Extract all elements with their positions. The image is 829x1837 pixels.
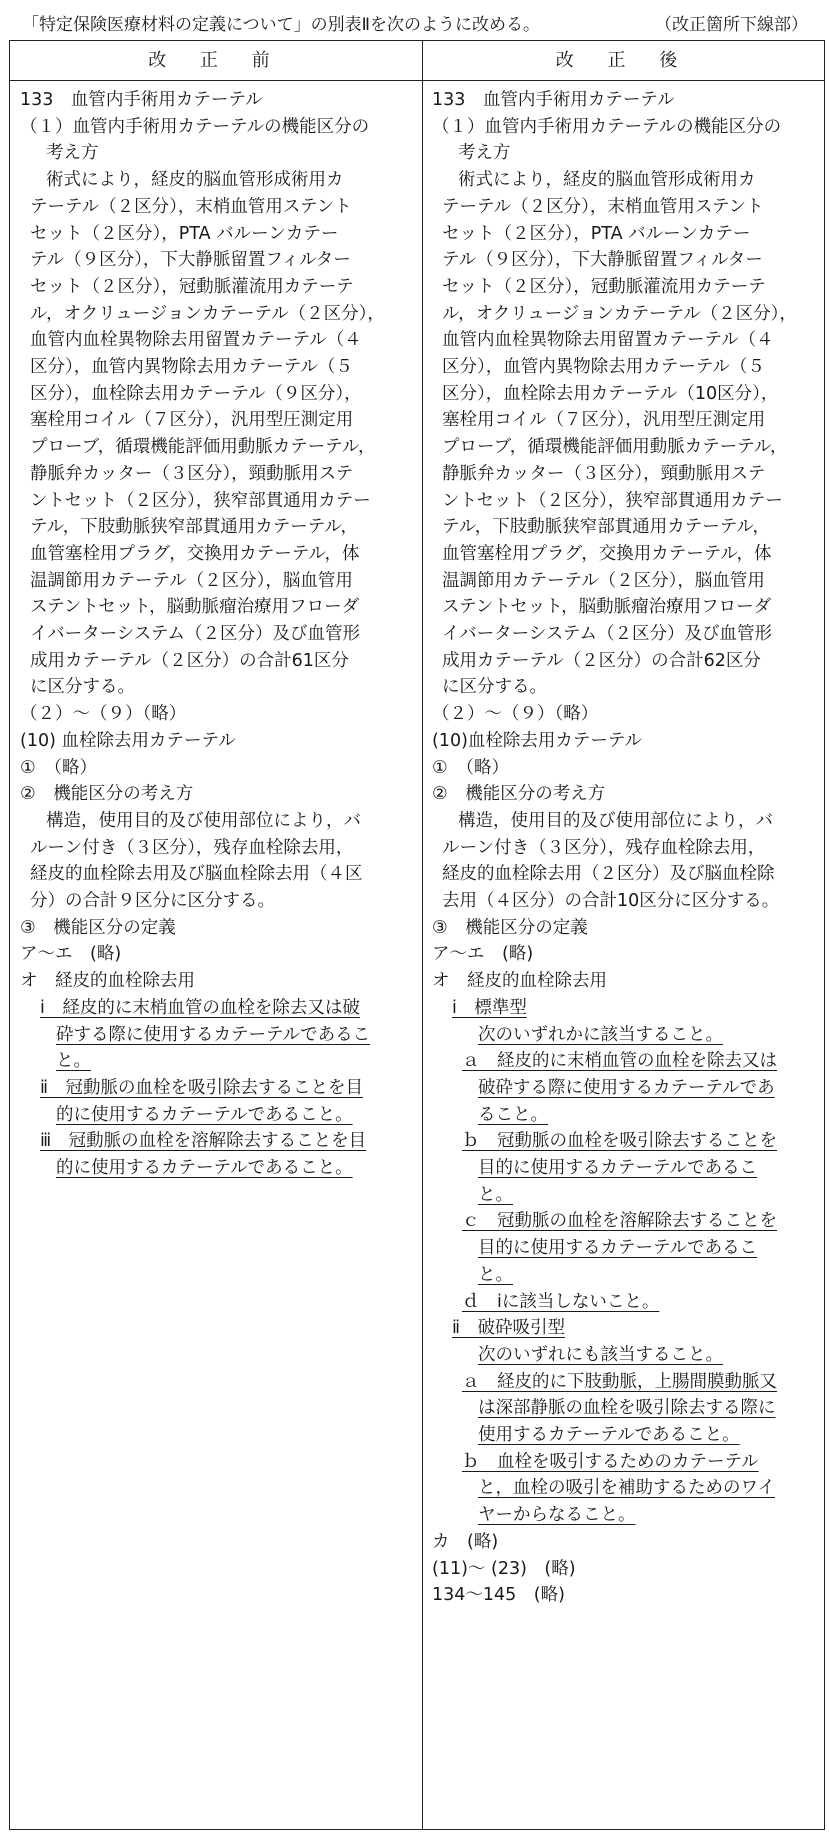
before-text-line: ル，オクリュージョンカテーテル（２区分），: [30, 303, 385, 324]
before-text-line: 砕する際に使用するカテーテルであるこ: [56, 1024, 371, 1045]
before-text-line: 静脈弁カッター（３区分），頸動脈用ステ: [30, 463, 354, 484]
before-text-line: 構造，使用目的及び使用部位により，バ: [46, 810, 361, 831]
before-text-line: テル，下肢動脈狭窄部貫通用カテーテル，: [30, 517, 358, 538]
underline-note: （改正箇所下線部）: [655, 15, 808, 35]
after-text-line: 経皮的血栓除去用（２区分）及び脳血栓除: [442, 864, 775, 885]
after-text-line: ｄ ⅰに該当しないこと。: [462, 1291, 660, 1312]
after-text-line: 134～145 (略): [432, 1585, 565, 1606]
before-text-line: ② 機能区分の考え方: [20, 784, 194, 805]
before-text-line: 血管内血栓異物除去用留置カテーテル（４: [30, 330, 362, 351]
after-text-line: (10)血栓除去用カテーテル: [432, 730, 643, 751]
before-text-line: 的に使用するカテーテルであること。: [56, 1158, 353, 1178]
after-text-line: 次のいずれかに該当すること。: [478, 1024, 723, 1045]
after-text-line: テーテル（２区分），末梢血管用ステント: [442, 196, 764, 217]
before-text-line: に区分する。: [30, 677, 135, 698]
before-text-line: 術式により，経皮的脳血管形成術用カ: [46, 170, 344, 191]
comparison-table: [9, 40, 825, 1830]
after-text-line: ａ 経皮的に末梢血管の血栓を除去又は: [462, 1051, 777, 1072]
before-text-line: テーテル（２区分），末梢血管用ステント: [30, 196, 352, 217]
before-text-line: 経皮的血栓除去用及び脳血栓除去用（４区: [30, 864, 363, 885]
after-text-line: 構造，使用目的及び使用部位により，バ: [458, 810, 773, 831]
after-text-line: 血管塞栓用プラグ，交換用カテーテル，体: [442, 543, 772, 564]
after-text-line: 成用カテーテル（２区分）の合計62区分: [442, 650, 761, 671]
column-header-before: 改 正 前: [148, 50, 284, 71]
before-text-line: テル（９区分），下大静脈留置フィルター: [30, 250, 351, 271]
before-text-line: セット（２区分），PTA バルーンカテー: [30, 223, 339, 244]
after-text-line: セット（２区分），PTA バルーンカテー: [442, 223, 751, 244]
before-text-line: (10) 血栓除去用カテーテル: [20, 730, 236, 751]
after-text-line: ｂ 冠動脈の血栓を吸引除去することを: [462, 1131, 777, 1152]
after-text-line: ② 機能区分の考え方: [432, 784, 606, 805]
before-text-line: プローブ，循環機能評価用動脈カテーテル，: [30, 437, 376, 458]
before-text-line: ③ 機能区分の定義: [20, 917, 176, 938]
before-text-line: ⅱ 冠動脈の血栓を吸引除去することを目: [40, 1077, 364, 1098]
before-text-line: 成用カテーテル（２区分）の合計61区分: [30, 650, 349, 671]
before-text-line: （２）～（９）（略）: [20, 704, 187, 725]
after-text-line: に区分する。: [442, 677, 547, 698]
header-divider: [10, 80, 824, 81]
before-text-line: ントセット（２区分），狭窄部貫通用カテー: [30, 490, 371, 511]
after-text-line: セット（２区分），冠動脈灌流用カテーテ: [442, 276, 766, 297]
after-text-line: ａ 経皮的に下肢動脈，上腸間膜動脈又: [462, 1371, 777, 1392]
after-text-line: と，血栓の吸引を補助するためのワイ: [478, 1478, 775, 1499]
after-text-line: テル（９区分），下大静脈留置フィルター: [442, 250, 763, 271]
before-text-line: ア～エ (略): [20, 944, 122, 965]
before-text-line: 温調節用カテーテル（２区分），脳血管用: [30, 570, 353, 591]
after-text-line: ア～エ (略): [432, 944, 534, 965]
after-text-line: ること。: [478, 1104, 548, 1125]
after-text-line: 静脈弁カッター（３区分），頸動脈用ステ: [442, 463, 766, 484]
after-text-line: ル，オクリュージョンカテーテル（２区分），: [442, 303, 797, 324]
after-text-line: ルーン付き（３区分），残存血栓除去用，: [442, 837, 766, 858]
after-text-line: 133 血管内手術用カテーテル: [432, 90, 675, 110]
after-text-line: と。: [478, 1184, 513, 1205]
after-text-line: 目的に使用するカテーテルであるこ: [478, 1238, 758, 1259]
after-text-line: テル，下肢動脈狭窄部貫通用カテーテル，: [442, 517, 770, 538]
before-text-line: 的に使用するカテーテルであること。: [56, 1104, 353, 1125]
before-text-line: 区分），血栓除去用カテーテル（９区分），: [30, 383, 362, 404]
before-text-line: （１）血管内手術用カテーテルの機能区分の: [20, 116, 370, 137]
before-text-line: ステントセット，脳動脈瘤治療用フローダ: [30, 597, 360, 618]
after-text-line: ① （略）: [432, 757, 509, 778]
after-text-line: ｂ 血栓を吸引するためのカテーテル: [462, 1451, 759, 1472]
before-text-line: と。: [56, 1051, 91, 1072]
column-divider: [422, 41, 423, 1829]
after-text-line: 血管内血栓異物除去用留置カテーテル（４: [442, 330, 774, 351]
before-text-line: ルーン付き（３区分），残存血栓除去用，: [30, 837, 354, 858]
after-text-line: ステントセット，脳動脈瘤治療用フローダ: [442, 597, 772, 618]
before-text-line: 考え方: [46, 143, 99, 164]
after-text-line: 次のいずれにも該当すること。: [478, 1344, 723, 1365]
after-text-line: プローブ，循環機能評価用動脈カテーテル，: [442, 437, 788, 458]
after-text-line: (11)～ (23) (略): [432, 1558, 576, 1579]
after-text-line: ｃ 冠動脈の血栓を溶解除去することを: [462, 1211, 777, 1232]
after-text-line: ⅱ 破砕吸引型: [452, 1318, 566, 1339]
after-text-line: 塞栓用コイル（７区分），汎用型圧測定用: [442, 410, 766, 431]
after-text-line: カ (略): [432, 1531, 499, 1552]
before-text-line: 133 血管内手術用カテーテル: [20, 90, 263, 110]
before-text-line: 塞栓用コイル（７区分），汎用型圧測定用: [30, 410, 354, 431]
after-text-line: 区分），血栓除去用カテーテル（10区分），: [442, 383, 779, 404]
before-text-line: 血管塞栓用プラグ，交換用カテーテル，体: [30, 543, 360, 564]
after-text-line: 区分），血管内異物除去用カテーテル（５: [442, 357, 765, 377]
before-text-line: ① （略）: [20, 757, 97, 778]
after-text-line: 術式により，経皮的脳血管形成術用カ: [458, 170, 756, 191]
before-text-line: イバーターシステム（２区分）及び血管形: [30, 624, 361, 644]
after-text-line: 考え方: [458, 143, 511, 164]
column-header-after: 改 正 後: [555, 50, 692, 71]
after-text-line: 使用するカテーテルであること。: [478, 1425, 740, 1445]
after-text-line: は深部静脈の血栓を吸引除去する際に: [478, 1398, 776, 1419]
after-text-line: と。: [478, 1264, 513, 1285]
after-text-line: 目的に使用するカテーテルであるこ: [478, 1158, 758, 1178]
document-header: [22, 8, 822, 42]
after-text-line: オ 経皮的血栓除去用: [432, 971, 607, 992]
after-text-line: ⅰ 標準型: [452, 997, 527, 1018]
after-text-line: 破砕する際に使用するカテーテルであ: [478, 1077, 775, 1098]
after-text-line: 温調節用カテーテル（２区分），脳血管用: [442, 570, 765, 591]
after-text-line: ントセット（２区分），狭窄部貫通用カテー: [442, 490, 783, 511]
before-text-line: オ 経皮的血栓除去用: [20, 971, 195, 992]
after-text-line: イバーターシステム（２区分）及び血管形: [442, 624, 773, 644]
before-text-line: 分）の合計９区分に区分する。: [30, 891, 275, 911]
after-text-line: 去用（４区分）の合計10区分に区分する。: [442, 891, 780, 911]
before-text-line: 区分），血管内異物除去用カテーテル（５: [30, 357, 353, 377]
before-text-line: ⅰ 経皮的に末梢血管の血栓を除去又は破: [40, 997, 360, 1018]
after-text-line: ③ 機能区分の定義: [432, 917, 588, 938]
before-text-line: セット（２区分），冠動脈灌流用カテーテ: [30, 276, 354, 297]
after-text-line: （１）血管内手術用カテーテルの機能区分の: [432, 116, 782, 137]
after-text-line: ヤーからなること。: [478, 1505, 636, 1526]
amendment-instruction: 「特定保険医療材料の定義について」の別表Ⅱを次のように改める。: [22, 15, 541, 35]
after-text-line: （２）～（９）（略）: [432, 704, 599, 725]
before-text-line: ⅲ 冠動脈の血栓を溶解除去することを目: [40, 1131, 367, 1152]
